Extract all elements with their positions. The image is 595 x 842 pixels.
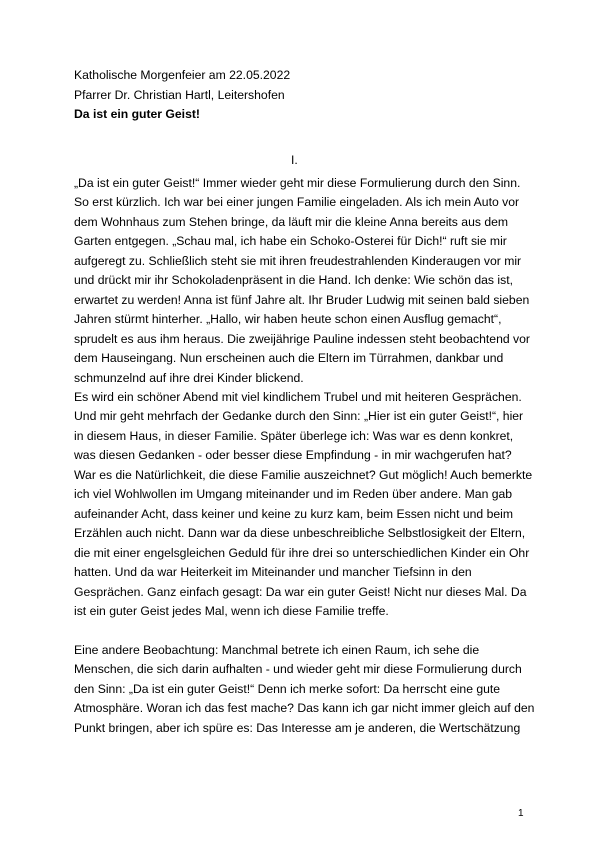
text-line: und drückt mir ihr Schokoladenpräsent in die Hand. Ich denke: Wie schön das ist, bbox=[74, 273, 513, 288]
text-line: dem Wohnhaus zum Stehen bringe, da läuft mir die kleine Anna bereits aus dem bbox=[74, 214, 509, 229]
body-text bbox=[74, 174, 544, 738]
page-number: 1 bbox=[518, 808, 524, 819]
text-line: sprudelt es aus ihm heraus. Die zweijährige Pauline indessen steht beobachtend vor bbox=[74, 331, 530, 346]
text-line: „Da ist ein guter Geist!“ Immer wieder geht mir diese Formulierung durch den Sinn. bbox=[74, 176, 521, 190]
text-line: Punkt bringen, aber ich spüre es: Das Interesse am je anderen, die Wertschätzung bbox=[74, 720, 521, 735]
text-line: Es wird ein schöner Abend mit viel kindlichem Trubel und mit heiteren Gesprächen. bbox=[74, 389, 522, 404]
text-line: Erzählen auch nicht. Dann war da diese unbeschreibliche Selbstlosigkeit der Eltern, bbox=[74, 526, 526, 541]
text-line: den Sinn: „Da ist ein guter Geist!“ Denn ich merke sofort: Da herrscht eine gute bbox=[74, 681, 501, 696]
text-line: Garten entgegen. „Schau mal, ich habe ein Schoko-Osterei für Dich!“ ruft sie mir bbox=[74, 234, 507, 249]
text-line: ist ein guter Geist jedes Mal, wenn ich diese Familie treffe. bbox=[74, 603, 389, 618]
author-line: Pfarrer Dr. Christian Hartl, Leitershofen bbox=[74, 87, 285, 102]
text-line: So erst kürzlich. Ich war bei einer jungen Familie eingeladen. Als ich mein Auto vor bbox=[74, 195, 520, 210]
text-line: hatten. Und da war Heiterkeit im Miteinander und mancher Tiefsinn in den bbox=[74, 565, 472, 580]
text-line: die mit einer engelsgleichen Geduld für ihre drei so unterschiedlichen Kinder ein Ohr bbox=[74, 545, 530, 560]
paragraph-1 bbox=[74, 174, 544, 621]
text-line: schmunzelnd auf ihre drei Kinder blickend. bbox=[74, 370, 304, 385]
document-header bbox=[74, 66, 534, 125]
text-line: aufgeregt zu. Schließlich steht sie mit ihren freudestrahlenden Kinderaugen vor mir bbox=[74, 253, 522, 268]
text-line: Jahren stürmt hinterher. „Hallo, wir haben heute schon einen Ausflug gemacht“, bbox=[74, 312, 502, 327]
text-line: Menschen, die sich darin aufhalten - und wieder geht mir diese Formulierung durch bbox=[74, 662, 522, 677]
document-title: Da ist ein guter Geist! bbox=[74, 107, 200, 122]
text-line: aufeinander Acht, dass keiner und keine zu kurz kam, beim Essen nicht und beim bbox=[74, 506, 513, 521]
text-line: Atmosphäre. Woran ich das fest mache? Das kann ich gar nicht immer gleich auf den bbox=[74, 701, 535, 716]
text-line: Gesprächen. Ganz einfach gesagt: Da war ein guter Geist! Nicht nur dieses Mal. Da bbox=[74, 584, 527, 599]
text-line: War es die Natürlichkeit, die diese Familie auszeichnet? Gut möglich! Auch bemerkte bbox=[74, 467, 533, 482]
event-line: Katholische Morgenfeier am 22.05.2022 bbox=[74, 68, 291, 82]
text-line: erwartet zu werden! Anna ist fünf Jahre alt. Ihr Bruder Ludwig mit seinen bald sieben bbox=[74, 292, 530, 307]
text-line: was diesen Gedanken - oder besser diese Empfindung - in mir wachgerufen hat? bbox=[74, 448, 512, 463]
text-line: ich viel Wohlwollen im Umgang miteinander und im Reden über andere. Man gab bbox=[74, 487, 513, 502]
paragraph-gap bbox=[74, 621, 544, 640]
section-number: I. bbox=[291, 153, 298, 167]
text-line: Und mir geht mehrfach der Gedanke durch den Sinn: „Hier ist ein guter Geist!“, hier bbox=[74, 409, 524, 424]
text-line: dem Hauseingang. Nun erscheinen auch die Eltern im Türrahmen, dankbar und bbox=[74, 351, 504, 366]
paragraph-2 bbox=[74, 641, 544, 738]
text-line: in diesem Haus, in dieser Familie. Später überlege ich: Was war es denn konkret, bbox=[74, 428, 514, 443]
text-line: Eine andere Beobachtung: Manchmal betrete ich einen Raum, ich sehe die bbox=[74, 642, 480, 657]
